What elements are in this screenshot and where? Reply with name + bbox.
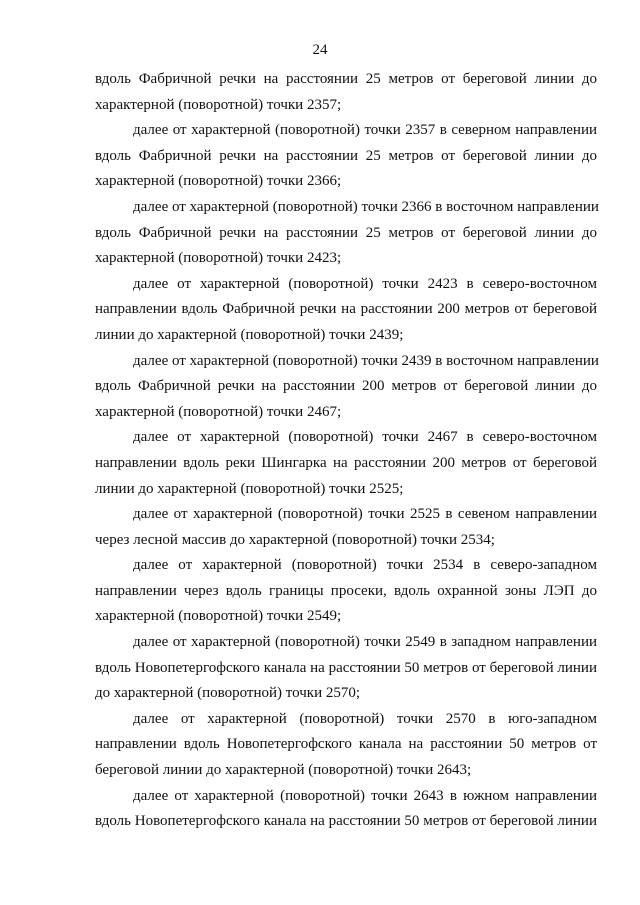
text-line: береговой линии до характерной (поворотной) точки 2643; <box>95 762 472 779</box>
paragraph <box>95 67 597 118</box>
paragraph <box>95 118 597 195</box>
text-line: направлении вдоль реки Шингарка на расстоянии 200 метров от береговой <box>95 454 597 471</box>
paragraph <box>95 502 597 553</box>
text-line: до характерной (поворотной) точки 2570; <box>95 685 361 702</box>
text-line: далее от характерной (поворотной) точки 2643 в южном направлении <box>133 787 597 804</box>
paragraph <box>95 784 597 835</box>
text-line: линии до характерной (поворотной) точки 2439; <box>95 326 404 343</box>
text-line: далее от характерной (поворотной) точки 2423 в северо-восточном <box>133 275 597 292</box>
text-line: направлении через вдоль границы просеки, вдоль охранной зоны ЛЭП до <box>95 582 597 599</box>
text-line: характерной (поворотной) точки 2366; <box>95 173 342 190</box>
text-line: далее от характерной (поворотной) точки 2467 в северо-восточном <box>133 429 597 446</box>
text-line: характерной (поворотной) точки 2549; <box>95 608 342 625</box>
text-line: далее от характерной (поворотной) точки 2366 в восточном направлении <box>133 198 599 215</box>
text-line: через лесной массив до характерной (поворотной) точки 2534; <box>95 531 495 548</box>
text-line: вдоль Фабричной речки на расстоянии 25 метров от береговой линии до <box>95 224 597 241</box>
text-line: далее от характерной (поворотной) точки 2549 в западном направлении <box>133 634 597 651</box>
paragraph <box>95 195 597 272</box>
text-line: характерной (поворотной) точки 2467; <box>95 403 342 420</box>
text-line: вдоль Новопетергофского канала на расстоянии 50 метров от береговой линии <box>95 813 597 830</box>
text-line: направлении вдоль Новопетергофского канала на расстоянии 50 метров от <box>95 736 597 753</box>
page-number: 24 <box>312 42 328 58</box>
text-line: направлении вдоль Фабричной речки на расстоянии 200 метров от береговой <box>95 301 597 318</box>
paragraph <box>95 425 597 502</box>
text-line: вдоль Фабричной речки на расстоянии 200 метров от береговой линии до <box>95 378 597 395</box>
text-line: далее от характерной (поворотной) точки 2570 в юго-западном <box>133 710 597 727</box>
text-line: далее от характерной (поворотной) точки 2534 в северо-западном <box>133 557 597 574</box>
paragraph <box>95 272 597 349</box>
paragraph <box>95 630 597 707</box>
paragraph <box>95 349 597 426</box>
text-line: далее от характерной (поворотной) точки 2357 в северном направлении <box>133 122 597 139</box>
paragraph <box>95 553 597 630</box>
text-line: характерной (поворотной) точки 2357; <box>95 96 342 113</box>
paragraph <box>95 707 597 784</box>
text-line: вдоль Новопетергофского канала на расстоянии 50 метров от береговой линии <box>95 659 597 676</box>
document-body <box>95 67 597 835</box>
text-line: далее от характерной (поворотной) точки 2439 в восточном направлении <box>133 352 599 369</box>
text-line: характерной (поворотной) точки 2423; <box>95 250 342 267</box>
text-line: далее от характерной (поворотной) точки 2525 в севеном направлении <box>133 506 597 523</box>
text-line: вдоль Фабричной речки на расстоянии 25 метров от береговой линии до <box>95 71 597 87</box>
text-line: вдоль Фабричной речки на расстоянии 25 метров от береговой линии до <box>95 147 597 164</box>
text-line: линии до характерной (поворотной) точки 2525; <box>95 480 404 497</box>
